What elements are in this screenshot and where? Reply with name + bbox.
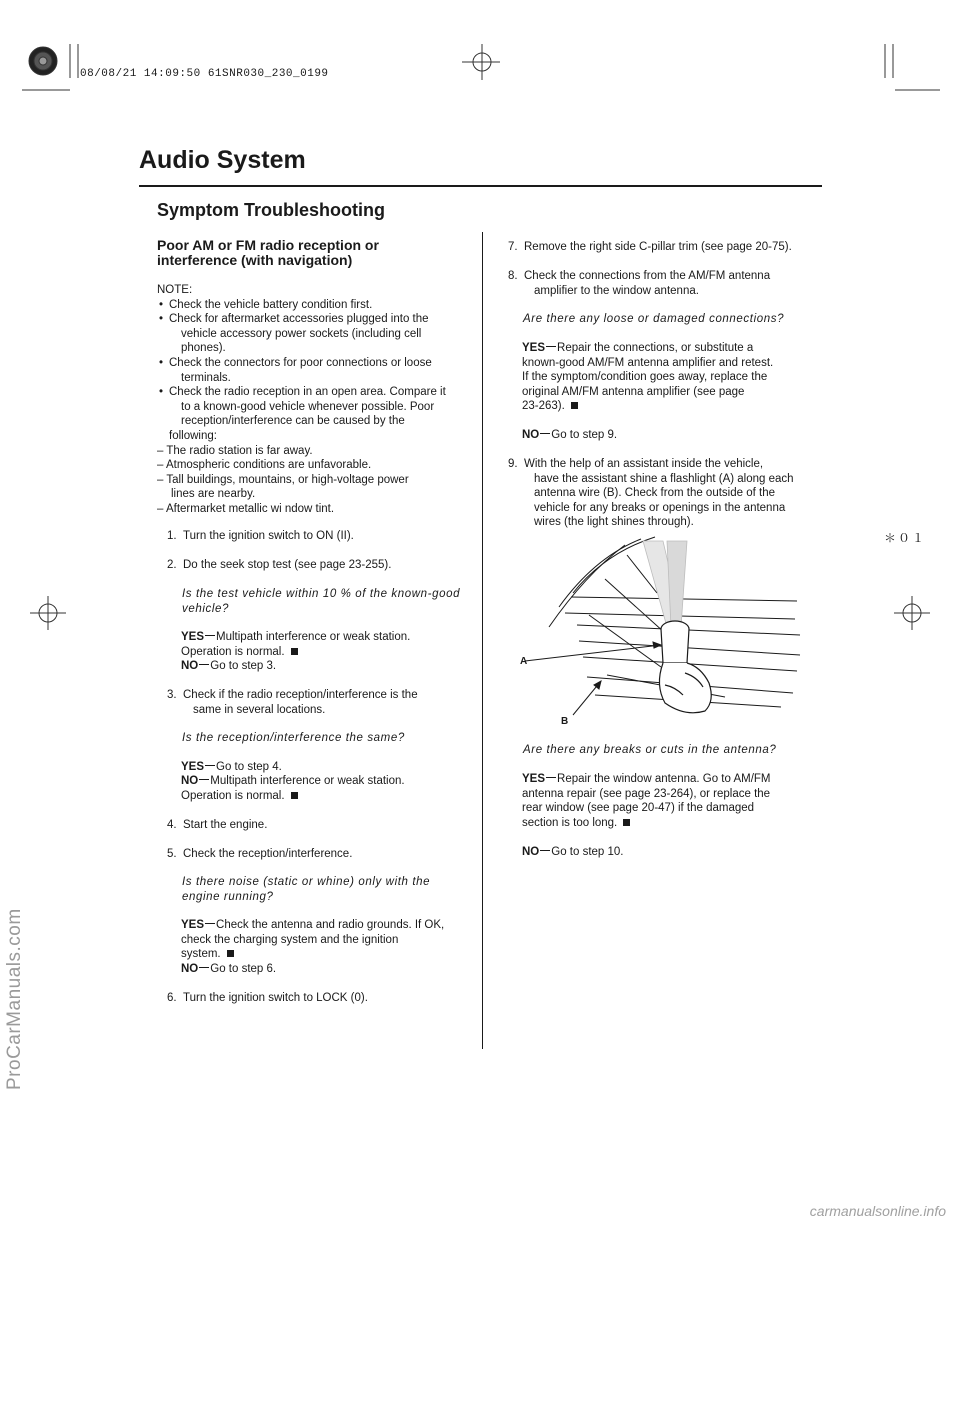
margin-mark: ＊０１: [884, 531, 927, 545]
answer-no-step-3: NO Multipath interference or weak station. Operation is normal.: [181, 775, 405, 802]
step-1: 1. Turn the ignition switch to ON (II).: [167, 530, 354, 542]
step-5: 5. Check the reception/interference.: [167, 848, 353, 860]
answer-no-step-5: NO Go to step 6.: [181, 963, 277, 975]
figure-label-a: A: [520, 656, 528, 667]
note-item: • Check the connectors for poor connections or loose terminals.: [157, 356, 477, 385]
section-title: Symptom Troubleshooting: [157, 200, 385, 220]
antenna-flashlight-figure: [515, 535, 815, 735]
step-4: 4. Start the engine.: [167, 819, 268, 831]
step-9: 9. With the help of an assistant inside the vehicle, have the assistant shine a flashlight (A) along each antenna wire (B). Check from the outside of the vehicle for any breaks or openings in the antenna wires (the light shines through).: [508, 458, 794, 529]
end-mark: [571, 402, 578, 409]
end-mark: [623, 819, 630, 826]
question-step-5: Is there noise (static or whine) only with the engine running?: [182, 876, 431, 903]
answer-yes-step-5: YES Check the antenna and radio grounds. If OK, check the charging system and the ignition system.: [181, 919, 445, 961]
answer-no-step-8: NO Go to step 9.: [522, 429, 618, 441]
answer-no-step-9: NO Go to step 10.: [522, 846, 624, 858]
end-mark: [291, 648, 298, 655]
question-step-3: Is the reception/interference the same?: [182, 732, 405, 744]
answer-yes-step-2: YES Multipath interference or weak station. Operation is normal.: [181, 631, 411, 658]
answer-yes-step-9: YES Repair the window antenna. Go to AM/FM antenna repair (see page 23-264), or replace the rear window (see page 20-47) if the damaged section is too long.: [522, 773, 771, 829]
bottom-watermark: carmanualsonline.info: [809, 1203, 946, 1219]
question-step-8: Are there any loose or damaged connections?: [523, 313, 785, 325]
print-stamp: 08/08/21 14:09:50 61SNR030_230_0199: [80, 68, 329, 80]
note-item: • Check the radio reception in an open area. Compare it to a known-good vehicle whenever possible. Poor reception/interference can be caused by the following:: [157, 385, 477, 443]
step-7: 7. Remove the right side C-pillar trim (see page 20-75).: [508, 241, 792, 253]
page-title: Audio System: [139, 146, 306, 174]
step-8: 8. Check the connections from the AM/FM antenna amplifier to the window antenna.: [508, 270, 771, 297]
end-mark: [291, 792, 298, 799]
note-sublist: – The radio station is far away. – Atmospheric conditions are unfavorable. – Tall buildings, mountains, or high-voltage power lines are nearby. – Aftermarket metallic wi ndow tint.: [157, 444, 409, 515]
answer-yes-step-3: YES Go to step 4.: [181, 761, 282, 773]
title-rule: [139, 185, 822, 187]
answer-no-step-2: NO Go to step 3.: [181, 660, 277, 672]
figure-label-b: B: [561, 716, 569, 727]
step-3: 3. Check if the radio reception/interference is the same in several locations.: [167, 689, 418, 716]
note-item: • Check for aftermarket accessories plugged into the vehicle accessory power sockets (including cell phones).: [157, 312, 477, 356]
symptom-heading: Poor AM or FM radio reception or interference (with navigation): [157, 237, 379, 268]
step-6: 6. Turn the ignition switch to LOCK (0).: [167, 992, 368, 1004]
note-item: • Check the vehicle battery condition first.: [157, 298, 477, 313]
step-2: 2. Do the seek stop test (see page 23-255).: [167, 559, 392, 571]
note-list: [157, 298, 477, 444]
question-step-9: Are there any breaks or cuts in the antenna?: [523, 744, 777, 756]
end-mark: [227, 950, 234, 957]
answer-yes-step-8: YES Repair the connections, or substitute a known-good AM/FM antenna amplifier and retest. If the symptom/condition goes away, replace the original AM/FM antenna amplifier (see page 23-263).: [522, 342, 774, 413]
question-step-2: Is the test vehicle within 10 % of the known-good vehicle?: [182, 588, 461, 615]
left-watermark: ProCarManuals.com: [4, 908, 25, 1090]
column-divider: [482, 232, 483, 1049]
note-block: NOTE: • Check the vehicle battery condition first. • Check for aftermarket accessories plugged into the vehicle accessory power sockets (including cell phones). • Check the connectors for poor connections or loose terminals. • Check the radio reception in an open area. Compare it to a known-good vehicle whenever possible. Poor reception/interference can be caused by the following: – The radio station is far away. – Atmospheric conditions are unfavorable. – Tall buildings, mountains, or high-voltage power lines are nearby. – Aftermarket metallic wi ndow tint.: [157, 283, 477, 517]
